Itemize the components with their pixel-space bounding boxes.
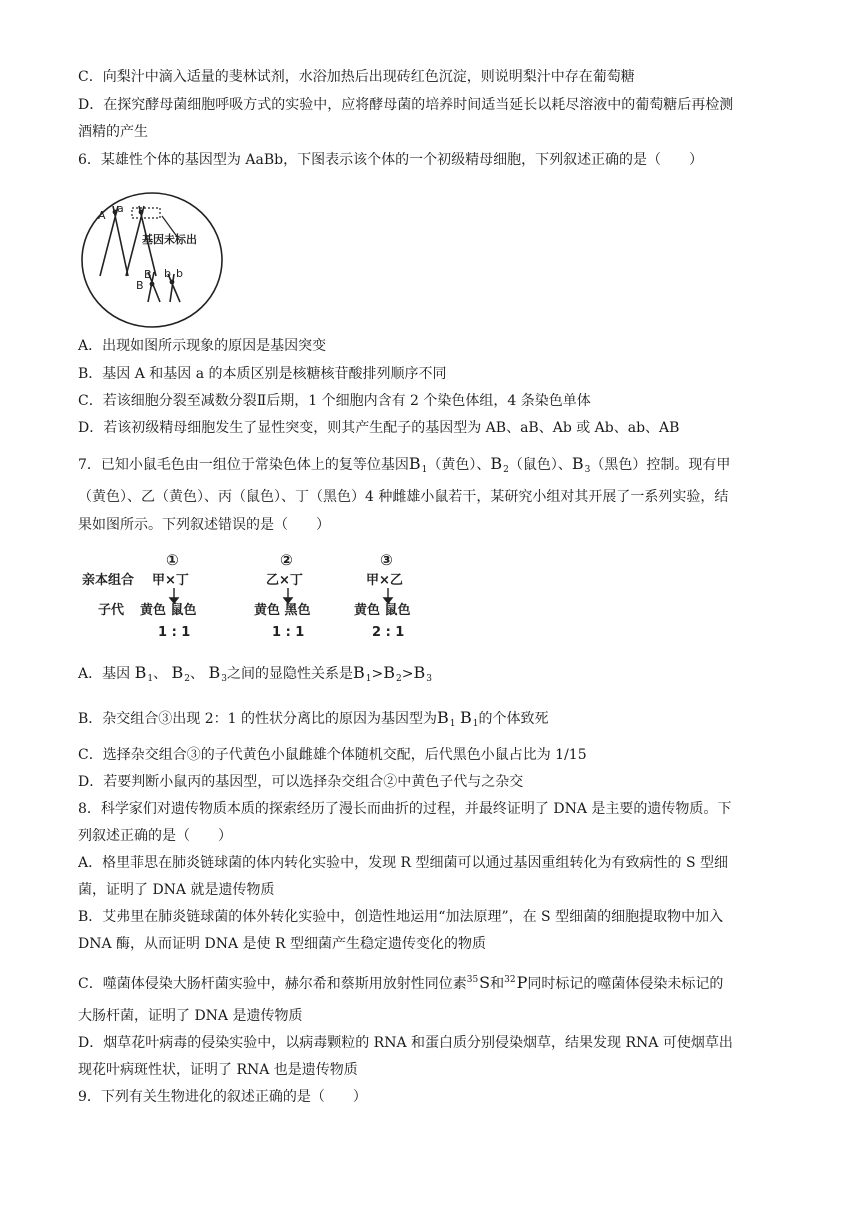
cross-1-number: ①: [166, 551, 179, 569]
cross-1-offspring: 黄色 鼠色: [140, 603, 197, 618]
q6-option-c: C．若该细胞分裂至减数分裂Ⅱ后期，1 个细胞内含有 2 个染色体组，4 条染色单体: [78, 393, 591, 409]
cross-2-number: ②: [280, 551, 293, 569]
q6-option-b: B．基因 A 和基因 a 的本质区别是核糖核苷酸排列顺序不同: [78, 366, 447, 382]
gene-label-B: B: [144, 268, 152, 281]
q7-stem-line2: （黄色）、乙（黄色）、丙（鼠色）、丁（黑色）4 种雌雄小鼠若干，某研究小组对其开展了一系列实验，结: [78, 489, 729, 505]
q9-stem: 9．下列有关生物进化的叙述正确的是（ ）: [78, 1089, 367, 1105]
q8-option-b-line1: B．艾弗里在肺炎链球菌的体外转化实验中，创造性地运用“加法原理”，在 S 型细菌的细胞提取物中加入: [78, 909, 724, 925]
q8-stem-line2: 列叙述正确的是（ ）: [78, 828, 232, 844]
q6-stem: 6．某雄性个体的基因型为 AaBb，下图表示该个体的一个初级精母细胞，下列叙述正确的是（ ）: [78, 152, 704, 168]
q6-option-a: A．出现如图所示现象的原因是基因突变: [78, 338, 327, 354]
centromere-dot: [150, 282, 155, 287]
cross-1-parents: 甲×丁: [152, 573, 189, 588]
q7-option-c: C．选择杂交组合③的子代黄色小鼠雌雄个体随机交配，后代黑色小鼠占比为 1/15: [78, 747, 587, 763]
gene-label-B: B: [136, 279, 144, 292]
q5-option-d-line2: 酒精的产生: [78, 124, 148, 140]
cross-3-parents: 甲×乙: [366, 573, 403, 588]
gene-label-A: A: [98, 209, 106, 222]
q7-stem-line1: 7．已知小鼠毛色由一组位于常染色体上的复等位基因$B_1$（黄色）、$B_2$（鼠色）、$B_3$（黑色）控制。现有甲: [78, 454, 731, 475]
q7-option-a: A．基因 $B_1$、 $B_2$、 $B_3$之间的显隐性关系是$B_1>B_2>B_3$: [78, 663, 432, 684]
gene-label-b: b: [176, 267, 183, 280]
cross-2-ratio: 1 : 1: [272, 625, 305, 640]
q8-option-d-line1: D．烟草花叶病毒的侵染实验中，以病毒颗粒的 RNA 和蛋白质分别侵染烟草，结果发现 RNA 可使烟草出: [78, 1035, 733, 1051]
q7-cross-diagram: [78, 550, 438, 642]
centromere-dot: [139, 210, 144, 215]
q8-option-d-line2: 现花叶病斑性状，证明了 RNA 也是遗传物质: [78, 1062, 358, 1078]
q5-option-d-line1: D．在探究酵母菌细胞呼吸方式的实验中，应将酵母菌的培养时间适当延长以耗尽溶液中的葡萄糖后再检测: [78, 97, 734, 113]
cross-2-offspring: 黄色 黑色: [254, 603, 311, 618]
offspring-row-label: 子代: [98, 603, 125, 618]
centromere-dot: [170, 280, 175, 285]
parent-row-label: 亲本组合: [82, 573, 135, 588]
q7-stem-line3: 果如图所示。下列叙述错误的是（ ）: [78, 517, 330, 533]
q7-option-d: D．若要判断小鼠丙的基因型，可以选择杂交组合②中黄色子代与之杂交: [78, 774, 524, 790]
q8-option-c-line2: 大肠杆菌，证明了 DNA 是遗传物质: [78, 1008, 303, 1024]
q5-option-c: C．向梨汁中滴入适量的斐林试剂，水浴加热后出现砖红色沉淀，则说明梨汁中存在葡萄糖: [78, 69, 635, 85]
cross-3-ratio: 2 : 1: [372, 625, 405, 640]
cross-2-parents: 乙×丁: [266, 573, 303, 588]
q8-option-c-line1: C．噬菌体侵染大肠杆菌实验中，赫尔希和蔡斯用放射性同位素$^{35}$S和$^{32}$P同时标记的噬菌体侵染未标记的: [78, 973, 724, 992]
dashed-gene-box: [132, 208, 160, 218]
q6-option-d: D．若该初级精母细胞发生了显性突变，则其产生配子的基因型为 AB、aB、Ab 或 Ab、ab、AB: [78, 420, 680, 436]
q8-option-a-line1: A．格里菲思在肺炎链球菌的体内转化实验中，发现 R 型细菌可以通过基因重组转化为有致病性的 S 型细: [78, 855, 729, 871]
q8-stem-line1: 8．科学家们对遗传物质本质的探索经历了漫长而曲折的过程，并最终证明了 DNA 是主要的遗传物质。下: [78, 801, 732, 817]
q7-option-b: B．杂交组合③出现 2：1 的性状分离比的原因为基因型为$B_1$ $B_1$的个体致死: [78, 708, 549, 729]
cross-1-ratio: 1 : 1: [158, 625, 191, 640]
genes-unlabeled-note: 基因未标出: [142, 233, 197, 246]
gene-label-a: a: [117, 202, 124, 215]
cross-3-offspring: 黄色 鼠色: [354, 603, 411, 618]
q8-option-b-line2: DNA 酶，从而证明 DNA 是使 R 型细菌产生稳定遗传变化的物质: [78, 936, 486, 952]
q8-option-a-line2: 菌，证明了 DNA 就是遗传物质: [78, 882, 275, 898]
q6-cell-diagram: [78, 190, 228, 330]
gene-label-b: b: [164, 267, 171, 280]
cross-3-number: ③: [380, 551, 393, 569]
